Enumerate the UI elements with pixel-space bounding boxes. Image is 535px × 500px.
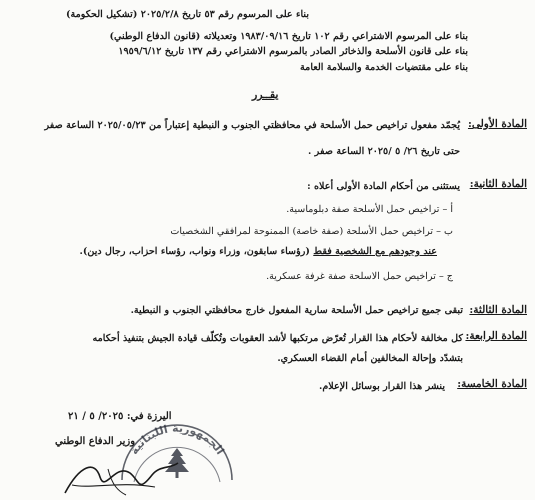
- article-1-line-1: يُجمّد مفعول تراخيص حمل الأسلحة في محافظتي الجنوب و النبطية إعتباراً من ٢٠٢٥/٠٥/٢٣ الساعة صفر: [44, 120, 460, 131]
- article-5-heading: المادة الخامسة:: [457, 378, 527, 390]
- article-2-heading: المادة الثانية:: [469, 178, 527, 190]
- preamble-line-1: بناء على المرسوم رقم ٥٣ تاريخ ٢٠٢٥/٢/٨ (تشكيل الحكومة): [65, 9, 309, 20]
- article-2-intro: يستثنى من أحكام المادة الأولى أعلاه :: [307, 181, 460, 192]
- article-5-text: ينشر هذا القرار بوسائل الإعلام.: [319, 381, 445, 392]
- item-b-underlined: عند وجودهم مع الشخصية فقط: [313, 246, 437, 257]
- decree-heading: يقــرر: [252, 88, 279, 101]
- signature-date: اليرزة في: ٢٠٢٥/ ٥ / ٢١: [68, 411, 172, 422]
- stamp-text: الجمهورية اللبنانية: [127, 421, 227, 457]
- preamble-line-3: بناء على قانون الأسلحة والذخائر الصادر بالمرسوم الاشتراعي رقم ١٣٧ تاريخ ١٩٥٩/٦/١٢: [118, 46, 468, 57]
- article-3-heading: المادة الثالثة:: [469, 304, 527, 316]
- article-2-item-c: ج – تراخيص حمل الاسلحة صفة غرفة عسكرية.: [266, 271, 453, 282]
- article-1-line-2: حتى تاريخ ٢٦/ ٥ /٢٠٢٥ الساعة صفر .: [308, 146, 460, 157]
- article-1-heading: المادة الأولى:: [467, 118, 527, 130]
- article-2-item-a: أ – تراخيص حمل الأسلحة صفة دبلوماسية.: [286, 204, 453, 215]
- preamble-line-2: بناء على المرسوم الاشتراعي رقم ١٠٢ تاريخ ١٩٨٣/٠٩/١٦ وتعديلاته (قانون الدفاع الوطني): [109, 31, 468, 42]
- article-3-text: تبقى جميع تراخيص حمل الأسلحة سارية المفعول خارج محافظتي الجنوب و النبطية.: [130, 305, 463, 316]
- article-2-item-b: ب – تراخيص حمل الأسلحة (صفة خاصة) الممنوحة لمرافقي الشخصيات: [170, 226, 453, 237]
- article-4-heading: المادة الرابعة:: [465, 330, 527, 342]
- article-4-line-1: كل مخالفة لأحكام هذا القرار تُعرّض مرتكبها لأشد العقوبات وتُكلّف قيادة الجيش بتنفيذ أحكامه: [92, 333, 463, 344]
- item-b-rest: (رؤساء سابقون، وزراء ونواب، رؤساء احزاب، رجال دين).: [79, 246, 310, 257]
- preamble-line-4: بناء على مقتضيات الخدمة والسلامة العامة: [300, 62, 468, 73]
- signature-title: وزير الدفاع الوطني: [55, 436, 136, 447]
- handwritten-signature-icon: [60, 455, 190, 500]
- article-4-line-2: بتشدّد وإحالة المخالفين أمام القضاء العسكري.: [277, 353, 463, 364]
- article-2-item-b-continuation: [80, 245, 437, 258]
